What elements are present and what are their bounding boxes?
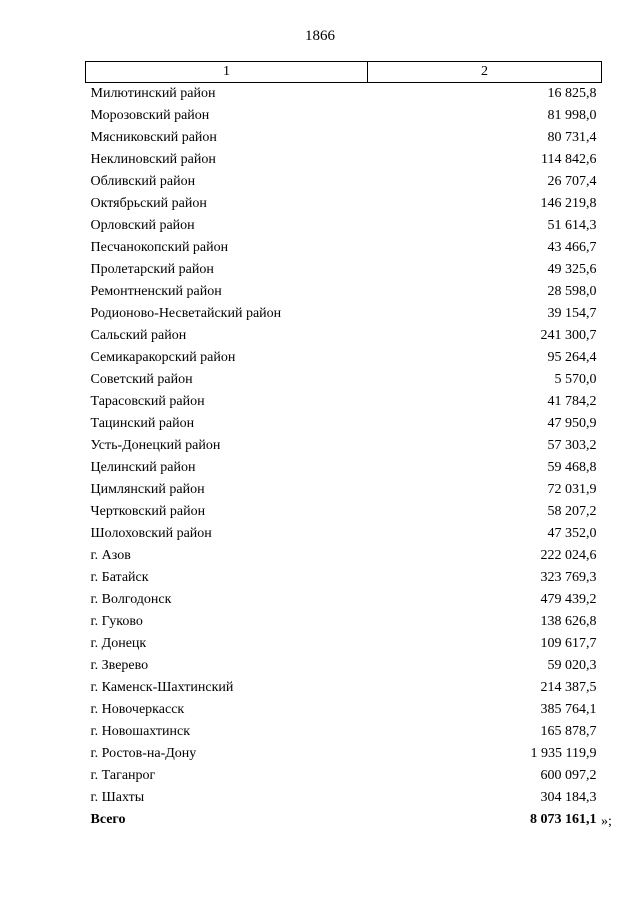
row-name: Тарасовский район xyxy=(90,394,205,409)
row-value: 28 598,0 xyxy=(547,284,597,299)
row-name: г. Таганрог xyxy=(90,768,156,783)
row-name: г. Батайск xyxy=(90,570,149,585)
row-value: 16 825,8 xyxy=(547,86,597,101)
table-row xyxy=(86,259,602,281)
table-row xyxy=(86,435,602,457)
row-value: 39 154,7 xyxy=(547,306,597,321)
row-name: Мясниковский район xyxy=(90,130,217,145)
row-name: г. Гуково xyxy=(90,614,143,629)
row-name: г. Новочеркасск xyxy=(90,702,185,717)
table-row xyxy=(86,127,602,149)
row-name: Усть-Донецкий район xyxy=(90,438,221,453)
row-name: Чертковский район xyxy=(90,504,206,519)
row-name: г. Ростов-на-Дону xyxy=(90,746,197,761)
row-value: 95 264,4 xyxy=(547,350,597,365)
row-name: Советский район xyxy=(90,372,193,387)
row-value: 146 219,8 xyxy=(540,196,597,211)
table-row xyxy=(86,105,602,127)
closing-quote-mark: »; xyxy=(601,814,612,829)
table-row xyxy=(86,83,602,106)
row-value: 165 878,7 xyxy=(540,724,597,739)
table-row xyxy=(86,677,602,699)
row-value: 1 935 119,9 xyxy=(530,746,597,761)
row-name: г. Азов xyxy=(90,548,131,563)
table-row xyxy=(86,545,602,567)
row-name: Милютинский район xyxy=(90,86,216,101)
row-value: 26 707,4 xyxy=(547,174,597,189)
row-value: 5 570,0 xyxy=(554,372,597,387)
row-name: Целинский район xyxy=(90,460,196,475)
budget-table xyxy=(85,61,602,831)
row-value: 51 614,3 xyxy=(547,218,597,233)
row-value: 241 300,7 xyxy=(540,328,597,343)
row-value: 222 024,6 xyxy=(540,548,597,563)
table-row xyxy=(86,765,602,787)
row-value: 600 097,2 xyxy=(540,768,597,783)
total-value: 8 073 161,1 xyxy=(530,812,597,827)
row-name: Орловский район xyxy=(90,218,195,233)
table-header-row xyxy=(86,62,602,83)
table-row xyxy=(86,655,602,677)
row-name: Семикаракорский район xyxy=(90,350,236,365)
row-name: Октябрьский район xyxy=(90,196,207,211)
row-name: Неклиновский район xyxy=(90,152,216,167)
table-row xyxy=(86,501,602,523)
row-value: 58 207,2 xyxy=(547,504,597,519)
row-value: 323 769,3 xyxy=(540,570,597,585)
row-value: 385 764,1 xyxy=(540,702,597,717)
table-row xyxy=(86,633,602,655)
table-row xyxy=(86,237,602,259)
table-row xyxy=(86,611,602,633)
row-value: 41 784,2 xyxy=(547,394,597,409)
row-value: 138 626,8 xyxy=(540,614,597,629)
table-row xyxy=(86,347,602,369)
row-name: г. Зверево xyxy=(90,658,149,673)
table-row xyxy=(86,193,602,215)
row-value: 81 998,0 xyxy=(547,108,597,123)
row-name: Морозовский район xyxy=(90,108,210,123)
row-value: 43 466,7 xyxy=(547,240,597,255)
table-row xyxy=(86,171,602,193)
total-label: Всего xyxy=(90,812,126,827)
row-value: 80 731,4 xyxy=(547,130,597,145)
row-value: 214 387,5 xyxy=(540,680,597,695)
row-name: г. Волгодонск xyxy=(90,592,172,607)
row-value: 49 325,6 xyxy=(547,262,597,277)
row-name: Пролетарский район xyxy=(90,262,214,277)
table-row xyxy=(86,281,602,303)
column-header-2: 2 xyxy=(368,62,602,83)
row-value: 47 352,0 xyxy=(547,526,597,541)
table-row xyxy=(86,567,602,589)
row-name: г. Новошахтинск xyxy=(90,724,191,739)
row-name: Песчанокопский район xyxy=(90,240,229,255)
row-value: 59 468,8 xyxy=(547,460,597,475)
table-row xyxy=(86,787,602,809)
table-row xyxy=(86,303,602,325)
table-row xyxy=(86,325,602,347)
row-value: 114 842,6 xyxy=(541,152,597,167)
table-row xyxy=(86,457,602,479)
table-row xyxy=(86,479,602,501)
page-number: 1866 xyxy=(305,28,335,44)
table-row xyxy=(86,413,602,435)
row-name: Обливский район xyxy=(90,174,196,189)
row-value: 479 439,2 xyxy=(540,592,597,607)
row-value: 47 950,9 xyxy=(547,416,597,431)
table-row xyxy=(86,589,602,611)
row-value: 109 617,7 xyxy=(540,636,597,651)
column-header-1: 1 xyxy=(86,62,368,83)
row-name: Тацинский район xyxy=(90,416,195,431)
row-name: Ремонтненский район xyxy=(90,284,222,299)
table-row xyxy=(86,215,602,237)
row-name: г. Шахты xyxy=(90,790,145,805)
table-row xyxy=(86,699,602,721)
table-row xyxy=(86,149,602,171)
row-name: Родионово-Несветайский район xyxy=(90,306,282,321)
table-row xyxy=(86,721,602,743)
table-row xyxy=(86,743,602,765)
total-row xyxy=(86,809,602,831)
row-name: Шолоховский район xyxy=(90,526,212,541)
row-name: г. Каменск-Шахтинский xyxy=(90,680,234,695)
row-name: Сальский район xyxy=(90,328,187,343)
table-row xyxy=(86,391,602,413)
table-row xyxy=(86,369,602,391)
row-value: 304 184,3 xyxy=(540,790,597,805)
row-name: г. Донецк xyxy=(90,636,147,651)
row-value: 57 303,2 xyxy=(547,438,597,453)
row-value: 59 020,3 xyxy=(547,658,597,673)
table-row xyxy=(86,523,602,545)
row-name: Цимлянский район xyxy=(90,482,205,497)
row-value: 72 031,9 xyxy=(547,482,597,497)
